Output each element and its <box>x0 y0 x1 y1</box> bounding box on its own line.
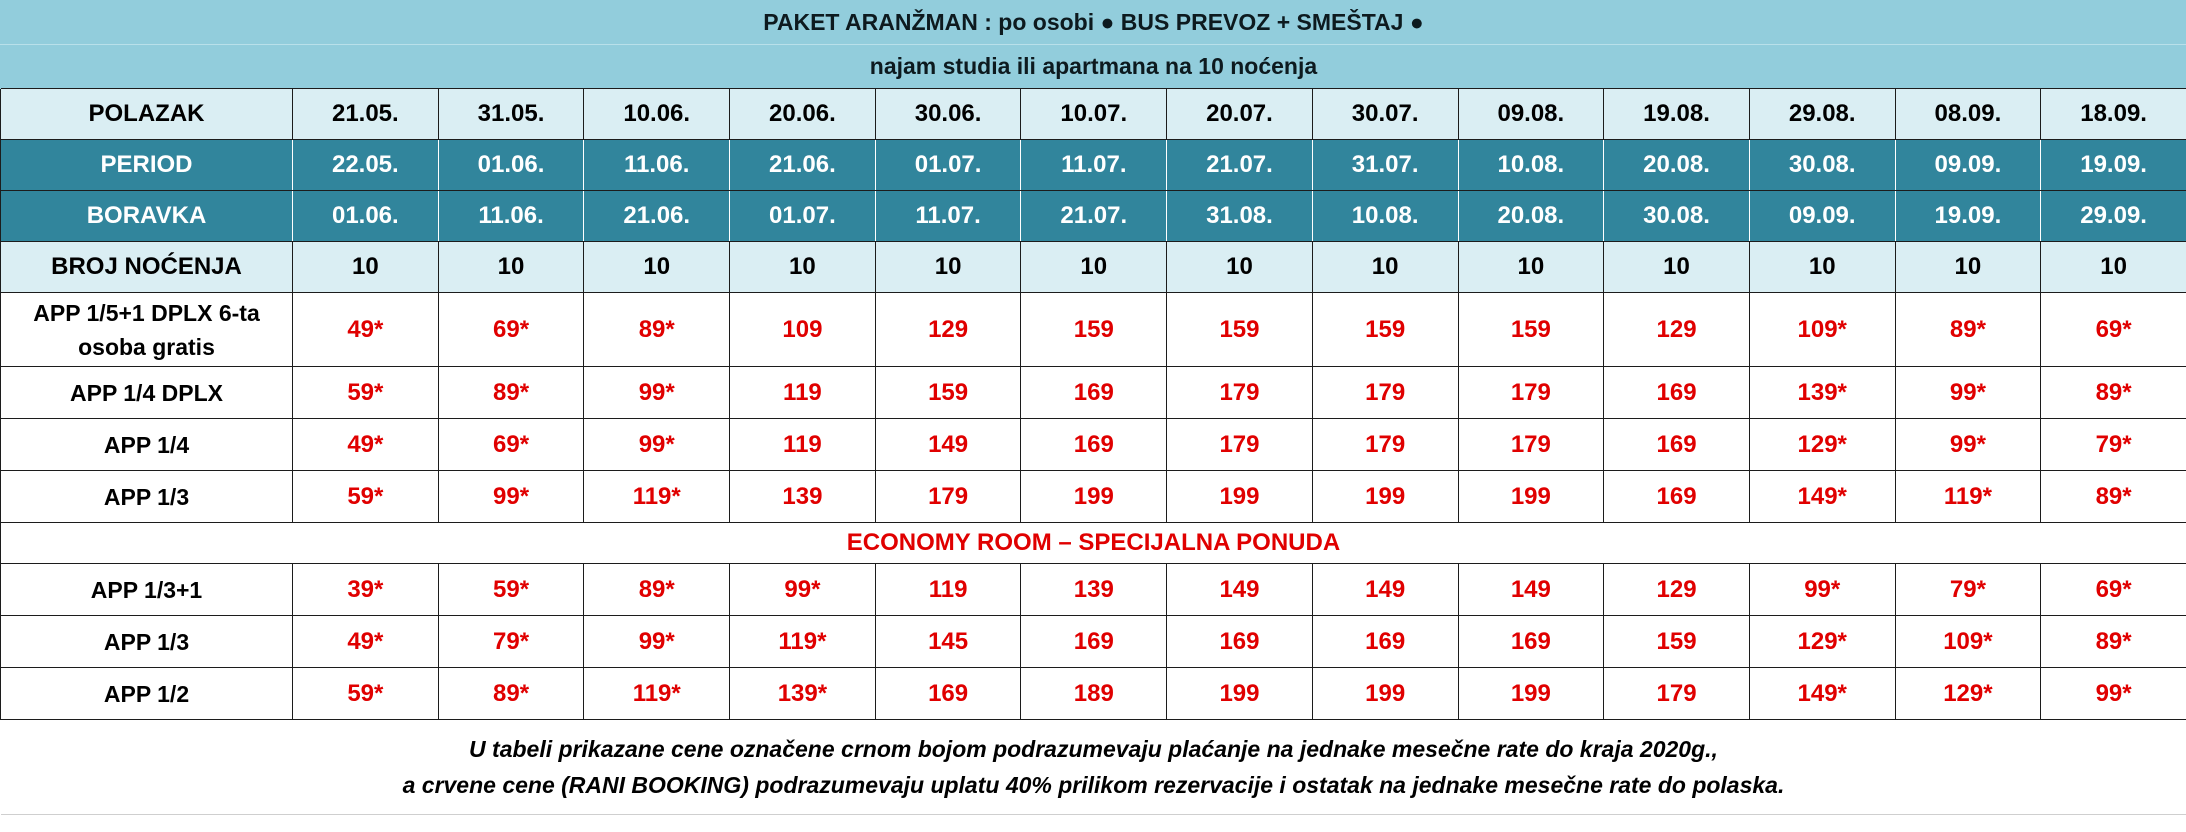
table-cell: 169 <box>1604 367 1750 419</box>
table-cell: 69* <box>438 293 584 367</box>
table-cell: 30.06. <box>875 89 1021 140</box>
table-cell: 01.07. <box>875 140 1021 191</box>
table-cell: 159 <box>1458 293 1604 367</box>
polazak-row <box>1 89 2186 140</box>
price-row <box>1 471 2186 523</box>
table-cell: 31.05. <box>438 89 584 140</box>
economy-price-row <box>1 668 2186 720</box>
table-cell: 09.09. <box>1749 191 1895 242</box>
table-cell: 79* <box>1895 564 2041 616</box>
table-cell: 159 <box>1604 616 1750 668</box>
table-cell: 129* <box>1749 616 1895 668</box>
table-cell: 119 <box>730 419 876 471</box>
table-cell: 19.09. <box>1895 191 2041 242</box>
table-cell: 199 <box>1312 471 1458 523</box>
table-cell: 149 <box>1458 564 1604 616</box>
footnote-line-2: a crvene cene (RANI BOOKING) podrazumevaju uplatu 40% prilikom rezervacije i ostatak na jednake mesečne rate do polaska. <box>402 772 1785 798</box>
boravka-row <box>1 191 2186 242</box>
table-cell: 139 <box>730 471 876 523</box>
table-cell: 169 <box>1604 471 1750 523</box>
table-cell: 10 <box>1749 242 1895 293</box>
table-cell: 10 <box>1021 242 1167 293</box>
table-cell: 119* <box>1895 471 2041 523</box>
header-row-2 <box>1 45 2186 89</box>
table-cell: 10.07. <box>1021 89 1167 140</box>
table-cell: 10.08. <box>1458 140 1604 191</box>
table-cell: 109 <box>730 293 876 367</box>
table-cell: 169 <box>875 668 1021 720</box>
table-cell: 169 <box>1021 419 1167 471</box>
economy-price-row <box>1 616 2186 668</box>
table-cell: 10 <box>1895 242 2041 293</box>
table-cell: 109* <box>1895 616 2041 668</box>
table-cell: 89* <box>584 564 730 616</box>
table-cell: 89* <box>2041 471 2186 523</box>
table-cell: 199 <box>1167 471 1313 523</box>
economy-section-row <box>1 523 2186 564</box>
table-cell: 10 <box>875 242 1021 293</box>
table-cell: 21.06. <box>730 140 876 191</box>
table-cell: 149* <box>1749 471 1895 523</box>
table-cell: 49* <box>293 616 439 668</box>
table-cell: 01.06. <box>438 140 584 191</box>
table-cell: 179 <box>875 471 1021 523</box>
package-title: PAKET ARANŽMAN : po osobi ● BUS PREVOZ + SMEŠTAJ ● <box>1 0 2186 45</box>
table-cell: 139 <box>1021 564 1167 616</box>
table-cell: 169 <box>1604 419 1750 471</box>
table-cell: 169 <box>1021 367 1167 419</box>
table-cell: 159 <box>1021 293 1167 367</box>
table-cell: 69* <box>438 419 584 471</box>
table-cell: 59* <box>293 471 439 523</box>
table-cell: 49* <box>293 419 439 471</box>
table-cell: 21.06. <box>584 191 730 242</box>
table-cell: 199 <box>1021 471 1167 523</box>
table-cell: 89* <box>438 367 584 419</box>
table-cell: 119* <box>730 616 876 668</box>
row-label: PERIOD <box>1 140 293 191</box>
table-cell: 69* <box>2041 564 2186 616</box>
row-label: BORAVKA <box>1 191 293 242</box>
table-cell: 10 <box>1458 242 1604 293</box>
table-cell: 145 <box>875 616 1021 668</box>
table-cell: 09.08. <box>1458 89 1604 140</box>
table-cell: 149 <box>1312 564 1458 616</box>
table-cell: 09.09. <box>1895 140 2041 191</box>
table-cell: 22.05. <box>293 140 439 191</box>
header-row-1 <box>1 0 2186 45</box>
table-cell: 10 <box>1312 242 1458 293</box>
table-cell: 59* <box>293 668 439 720</box>
table-cell: 119 <box>730 367 876 419</box>
table-cell: 19.09. <box>2041 140 2186 191</box>
row-label: POLAZAK <box>1 89 293 140</box>
table-cell: 179 <box>1312 367 1458 419</box>
table-cell: 129* <box>1749 419 1895 471</box>
table-cell: 19.08. <box>1604 89 1750 140</box>
table-cell: 169 <box>1458 616 1604 668</box>
table-cell: 79* <box>438 616 584 668</box>
table-cell: 10 <box>1167 242 1313 293</box>
row-label: BROJ NOĆENJA <box>1 242 293 293</box>
table-cell: 119* <box>584 668 730 720</box>
table-cell: 08.09. <box>1895 89 2041 140</box>
table-cell: 21.07. <box>1167 140 1313 191</box>
row-label: APP 1/3 <box>1 616 293 668</box>
table-cell: 89* <box>584 293 730 367</box>
table-cell: 01.06. <box>293 191 439 242</box>
row-label: APP 1/5+1 DPLX 6-ta osoba gratis <box>1 293 293 367</box>
table-cell: 199 <box>1167 668 1313 720</box>
table-cell: 11.06. <box>438 191 584 242</box>
table-cell: 179 <box>1167 367 1313 419</box>
table-cell: 99* <box>1895 419 2041 471</box>
table-cell: 99* <box>1749 564 1895 616</box>
table-cell: 29.09. <box>2041 191 2186 242</box>
table-cell: 99* <box>2041 668 2186 720</box>
table-cell: 119 <box>875 564 1021 616</box>
nocenja-row <box>1 242 2186 293</box>
table-cell: 30.07. <box>1312 89 1458 140</box>
table-cell: 109* <box>1749 293 1895 367</box>
table-cell: 10 <box>730 242 876 293</box>
table-cell: 159 <box>1312 293 1458 367</box>
row-label: APP 1/2 <box>1 668 293 720</box>
table-cell: 18.09. <box>2041 89 2186 140</box>
table-cell: 79* <box>2041 419 2186 471</box>
table-cell: 179 <box>1312 419 1458 471</box>
table-cell: 10.08. <box>1312 191 1458 242</box>
table-cell: 179 <box>1458 367 1604 419</box>
package-subtitle: najam studia ili apartmana na 10 noćenja <box>1 45 2186 89</box>
table-cell: 31.07. <box>1312 140 1458 191</box>
table-cell: 49* <box>293 293 439 367</box>
table-cell: 10.06. <box>584 89 730 140</box>
table-cell: 129 <box>1604 293 1750 367</box>
table-cell: 149* <box>1749 668 1895 720</box>
table-cell: 89* <box>438 668 584 720</box>
table-cell: 149 <box>875 419 1021 471</box>
table-cell: 169 <box>1312 616 1458 668</box>
table-cell: 59* <box>438 564 584 616</box>
row-label: APP 1/4 <box>1 419 293 471</box>
table-cell: 89* <box>1895 293 2041 367</box>
table-cell: 39* <box>293 564 439 616</box>
table-cell: 179 <box>1167 419 1313 471</box>
footnote-line-1: U tabeli prikazane cene označene crnom bojom podrazumevaju plaćanje na jednake mesečne rate do kraja 2020g., <box>469 736 1718 762</box>
table-cell: 89* <box>2041 616 2186 668</box>
table-cell: 30.08. <box>1749 140 1895 191</box>
table-cell: 179 <box>1458 419 1604 471</box>
table-cell: 99* <box>584 616 730 668</box>
row-label: APP 1/3+1 <box>1 564 293 616</box>
table-cell: 20.06. <box>730 89 876 140</box>
table-cell: 199 <box>1458 668 1604 720</box>
table-cell: 99* <box>584 419 730 471</box>
table-cell: 129 <box>875 293 1021 367</box>
table-cell: 20.07. <box>1167 89 1313 140</box>
price-row <box>1 419 2186 471</box>
table-cell: 11.07. <box>875 191 1021 242</box>
table-cell: 99* <box>584 367 730 419</box>
table-cell: 21.05. <box>293 89 439 140</box>
table-cell: 199 <box>1312 668 1458 720</box>
table-cell: 99* <box>1895 367 2041 419</box>
table-cell: 10 <box>1604 242 1750 293</box>
table-cell: 11.06. <box>584 140 730 191</box>
table-cell: 59* <box>293 367 439 419</box>
table-cell: 01.07. <box>730 191 876 242</box>
row-label: APP 1/4 DPLX <box>1 367 293 419</box>
table-cell: 129* <box>1895 668 2041 720</box>
table-cell: 159 <box>1167 293 1313 367</box>
table-cell: 89* <box>2041 367 2186 419</box>
footnote <box>1 720 2186 815</box>
table-cell: 169 <box>1167 616 1313 668</box>
table-cell: 159 <box>875 367 1021 419</box>
row-label: APP 1/3 <box>1 471 293 523</box>
table-cell: 10 <box>2041 242 2186 293</box>
table-cell: 31.08. <box>1167 191 1313 242</box>
table-cell: 10 <box>438 242 584 293</box>
table-cell: 20.08. <box>1604 140 1750 191</box>
table-cell: 30.08. <box>1604 191 1750 242</box>
table-cell: 149 <box>1167 564 1313 616</box>
table-cell: 199 <box>1458 471 1604 523</box>
table-cell: 21.07. <box>1021 191 1167 242</box>
table-cell: 69* <box>2041 293 2186 367</box>
price-row <box>1 293 2186 367</box>
table-cell: 99* <box>438 471 584 523</box>
footnote-row <box>1 720 2186 815</box>
price-row <box>1 367 2186 419</box>
table-cell: 29.08. <box>1749 89 1895 140</box>
table-cell: 119* <box>584 471 730 523</box>
table-cell: 169 <box>1021 616 1167 668</box>
table-cell: 10 <box>584 242 730 293</box>
table-cell: 179 <box>1604 668 1750 720</box>
economy-price-row <box>1 564 2186 616</box>
table-cell: 189 <box>1021 668 1167 720</box>
table-cell: 10 <box>293 242 439 293</box>
table-cell: 99* <box>730 564 876 616</box>
table-cell: 20.08. <box>1458 191 1604 242</box>
table-cell: 139* <box>1749 367 1895 419</box>
table-cell: 139* <box>730 668 876 720</box>
economy-title: ECONOMY ROOM – SPECIJALNA PONUDA <box>1 523 2186 564</box>
period-row <box>1 140 2186 191</box>
table-cell: 129 <box>1604 564 1750 616</box>
table-cell: 11.07. <box>1021 140 1167 191</box>
